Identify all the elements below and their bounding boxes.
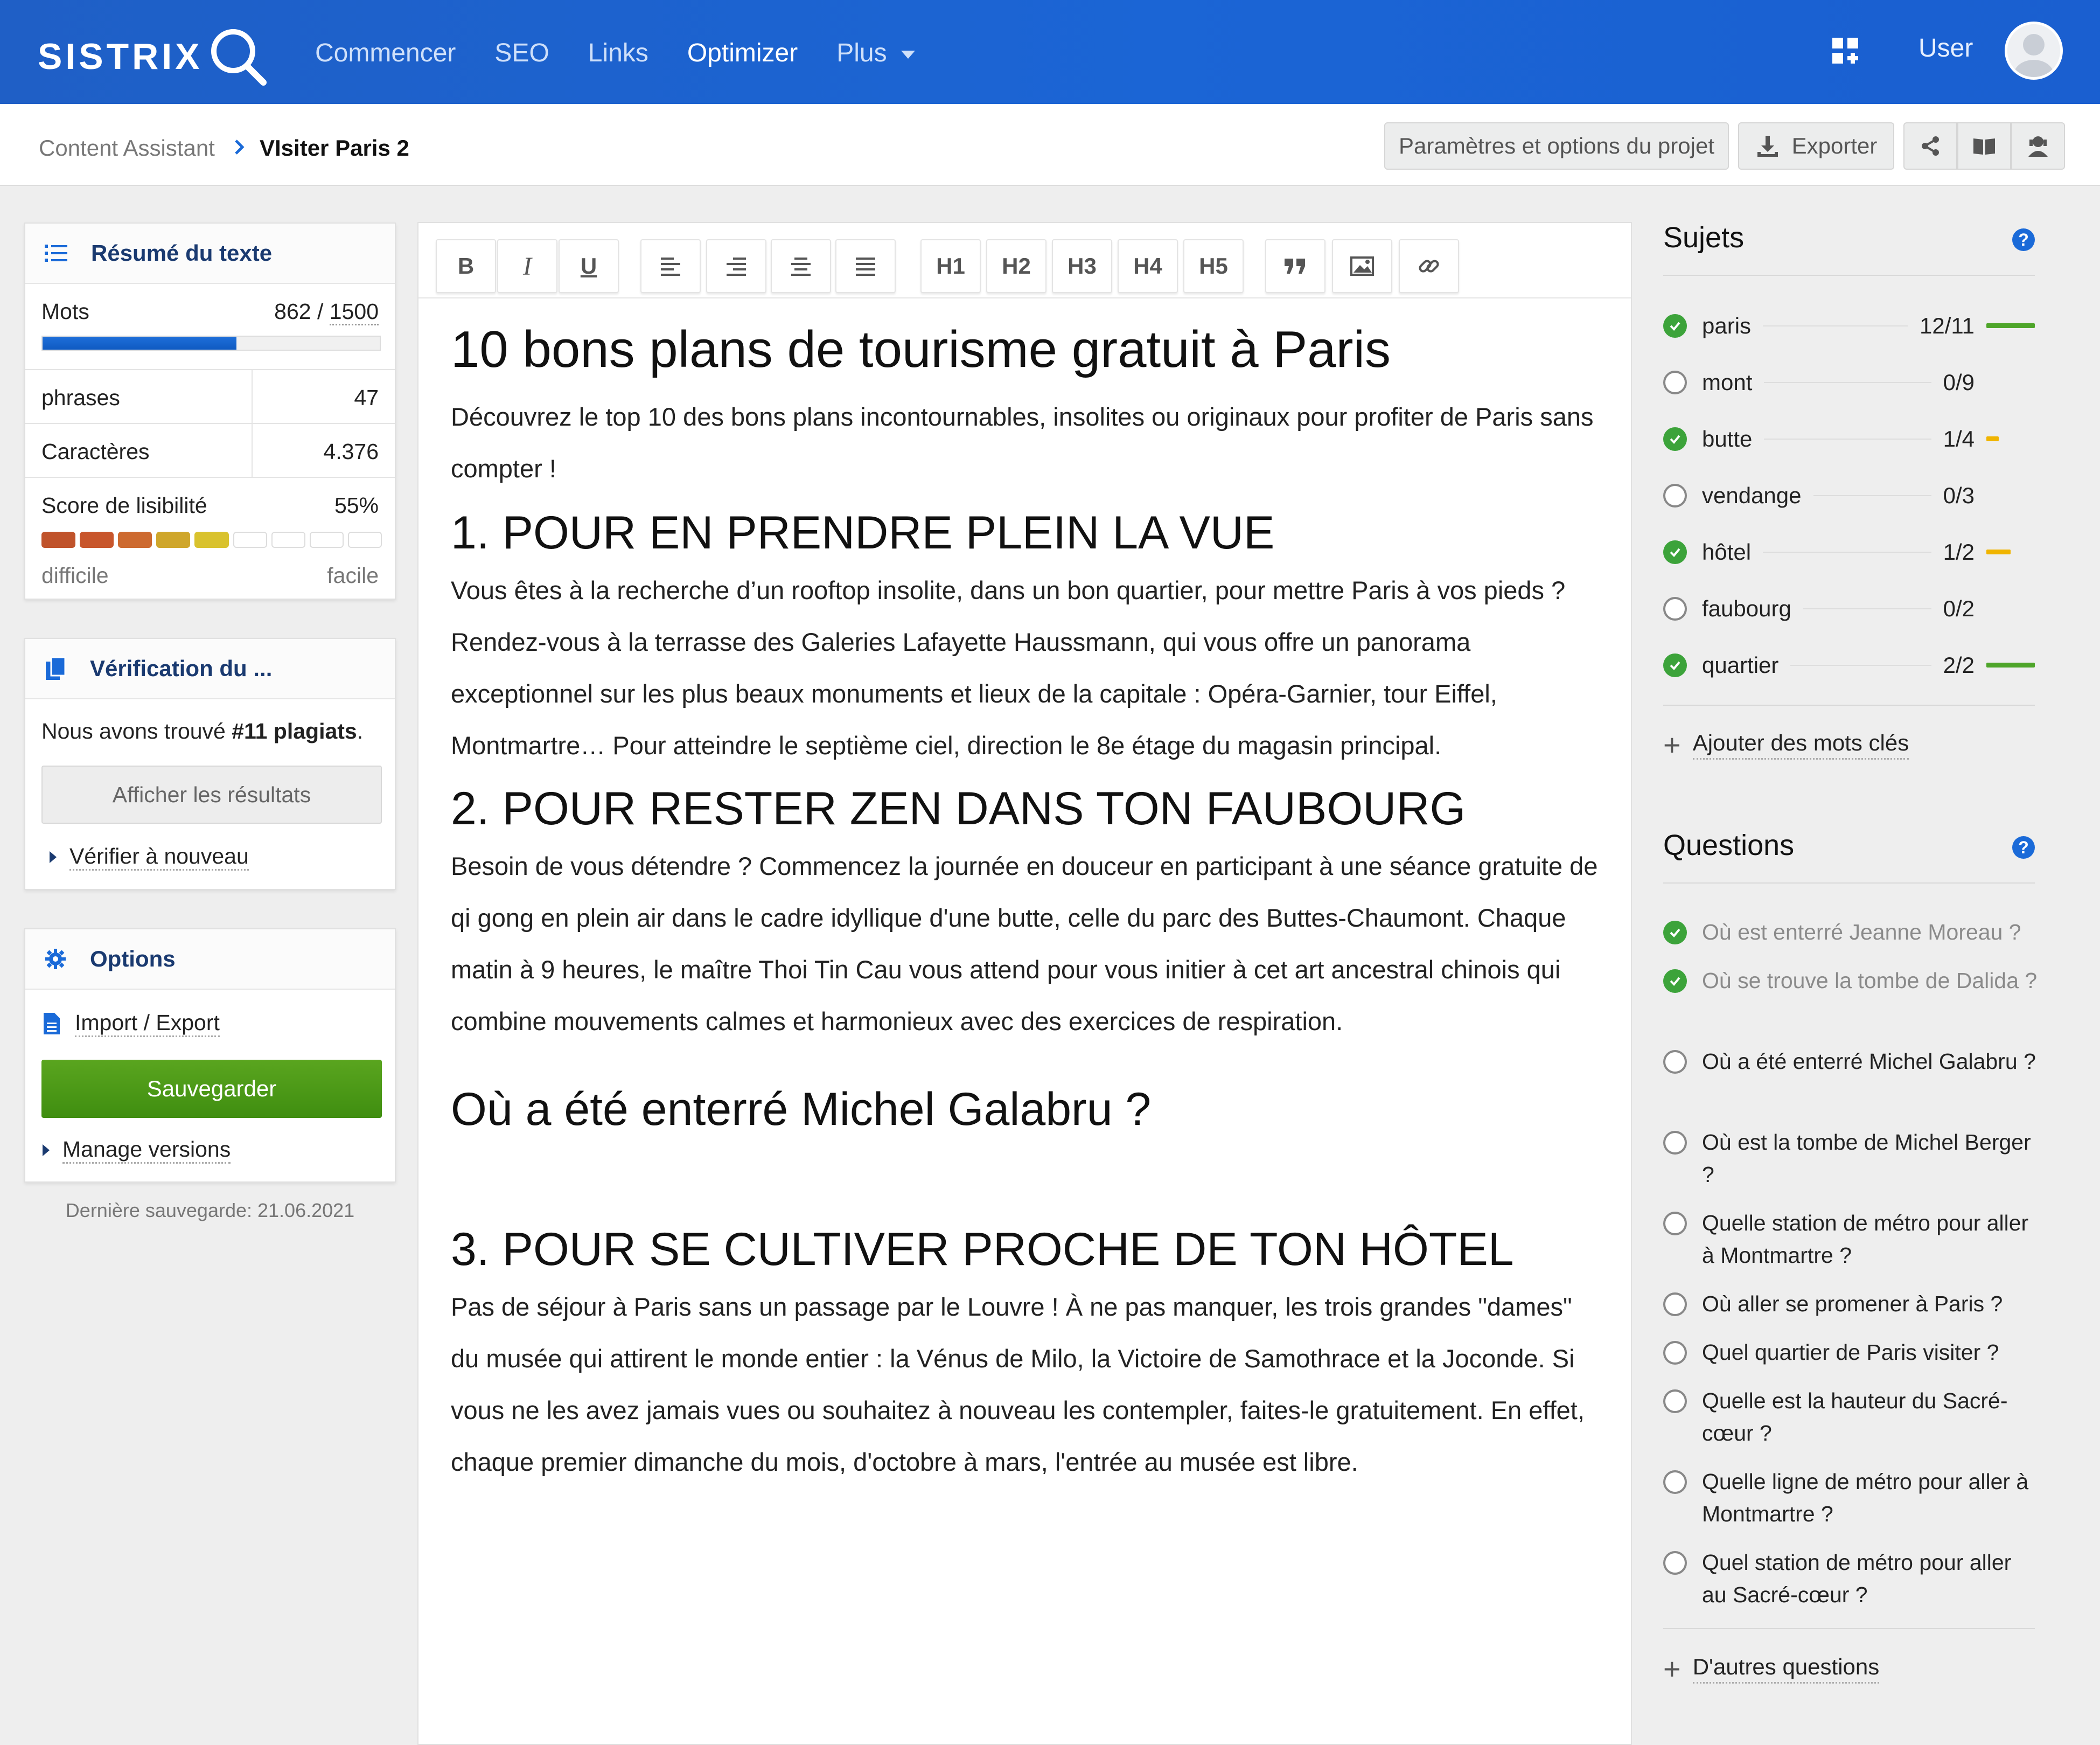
section-2-text: Besoin de vous détendre ? Commencez la journée en douceur en participant à une séance gratuite de qi gong en plein air dans le cadre idyllique d'une butte, celle du parc des Buttes-Chaumont. Chaque matin à 9 heures, le maître Thoi Tin Cau vous attend pour vous initier à cet art ancestral chinois qui combine mouvements calmes et harmonieux avec des exercices de respiration.	[451, 852, 1598, 1035]
topics-help-icon[interactable]	[2012, 228, 2035, 251]
question-text: Quel station de métro pour aller au Sacré-cœur ?	[1702, 1550, 2012, 1607]
breadcrumb-bar	[0, 104, 2100, 186]
image-button[interactable]	[1332, 239, 1392, 293]
divider	[1663, 1628, 2035, 1629]
question-item[interactable]	[1663, 1546, 2040, 1611]
section-2-heading: 2. POUR RESTER ZEN DANS TON FAUBOURG	[451, 783, 1466, 835]
topic-leader-line	[1763, 552, 1931, 553]
divider	[25, 369, 395, 370]
options-title: Options	[90, 946, 176, 971]
topic-count: 12/11	[1920, 312, 1975, 338]
question-text: Où aller se promener à Paris ?	[1702, 1291, 2003, 1316]
readability-difficult-label: difficile	[41, 563, 109, 588]
manage-versions-link[interactable]	[43, 1137, 412, 1164]
more-questions-label: D'autres questions	[1693, 1654, 1880, 1684]
divider	[25, 423, 395, 424]
questions-help-icon[interactable]	[2012, 836, 2035, 859]
image-icon	[1350, 256, 1374, 276]
question-text: Où est la tombe de Michel Berger ?	[1702, 1130, 2031, 1187]
readability-label: Score de lisibilité	[41, 493, 207, 518]
avatar[interactable]	[2005, 22, 2063, 80]
topic-leader-line	[1764, 382, 1931, 383]
h3-button[interactable]	[1052, 239, 1112, 293]
h5-button[interactable]	[1183, 239, 1244, 293]
question-item[interactable]	[1663, 1465, 2040, 1530]
nav-optimizer[interactable]: Optimizer	[687, 38, 798, 67]
question-text: Où se trouve la tombe de Dalida ?	[1702, 968, 2038, 993]
h2-button[interactable]	[986, 239, 1046, 293]
user-name[interactable]: User	[1918, 34, 1973, 62]
recheck-link[interactable]	[50, 844, 419, 871]
h2-label: H2	[1002, 253, 1031, 279]
bold-label: B	[457, 253, 475, 279]
editor-content[interactable]	[451, 315, 1603, 1488]
save-button[interactable]	[41, 1060, 382, 1118]
documents-icon	[45, 656, 66, 681]
add-keywords-label: Ajouter des mots clés	[1693, 730, 1909, 760]
share-icon	[1920, 135, 1941, 157]
chevron-right-icon	[233, 137, 246, 157]
project-settings-label: Paramètres et options du projet	[1399, 133, 1714, 158]
plagiarism-message	[25, 719, 395, 744]
export-button[interactable]	[1738, 122, 1894, 170]
question-text: Où est enterré Jeanne Moreau ?	[1702, 920, 2021, 944]
topic-word: faubourg	[1702, 595, 1791, 621]
plagiarism-text: Nous avons trouvé	[41, 719, 232, 743]
link-button[interactable]	[1399, 239, 1459, 293]
characters-value: 4.376	[323, 439, 379, 464]
plagiarism-text-end: .	[357, 719, 364, 743]
nav-plus[interactable]	[836, 31, 915, 74]
plagiarism-card	[24, 638, 396, 890]
question-done-icon	[1663, 921, 1687, 944]
text-summary-title: Résumé du texte	[91, 240, 273, 266]
question-pending-icon	[1663, 1212, 1687, 1235]
chevron-down-icon	[901, 51, 915, 59]
topic-leader-line	[1803, 608, 1931, 609]
topic-count: 2/2	[1943, 652, 1975, 678]
last-saved-text: Dernière sauvegarde: 21.06.2021	[65, 1199, 355, 1221]
topic-count: 0/3	[1943, 482, 1975, 508]
readability-segment	[310, 532, 344, 548]
words-label: Mots	[41, 299, 89, 324]
book-icon	[1972, 135, 1996, 157]
section-1-text: Vous êtes à la recherche d’un rooftop insolite, dans un bon quartier, pour mettre Paris à vos pieds ? Rendez-vous à la terrasse des Galeries Lafayette Haussmann, qui vous offre un panorama exceptionnel sur les plus beaux monuments et lieux de la capitale : Opéra-Garnier, tour Eiffel, Montmartre… Pour atteindre le septième ciel, direction le 8e étage du magasin principal.	[451, 576, 1566, 760]
italic-label: I	[523, 252, 532, 281]
topic-progress-bar	[1986, 550, 2035, 554]
align-left-icon	[660, 256, 681, 276]
topics-title: Sujets	[1663, 221, 1745, 254]
text-summary-header[interactable]	[25, 224, 395, 284]
question-text: Quelle ligne de métro pour aller à Montmartre ?	[1702, 1469, 2029, 1526]
h4-button[interactable]	[1118, 239, 1178, 293]
plus-icon: +	[1663, 1651, 1681, 1686]
share-button[interactable]	[1903, 122, 1957, 170]
caret-right-icon	[43, 1144, 50, 1156]
h3-label: H3	[1068, 253, 1097, 279]
question-pending-icon	[1663, 1341, 1687, 1365]
topic-done-icon	[1663, 653, 1687, 677]
sistrix-logo[interactable]: SISTRIX	[38, 27, 271, 86]
topic-progress-bar	[1986, 493, 2035, 498]
align-right-icon	[725, 256, 747, 276]
sentences-label: phrases	[41, 385, 120, 410]
check-icon	[1668, 545, 1682, 559]
question-pending-icon	[1663, 1551, 1687, 1575]
check-icon	[1668, 926, 1682, 940]
question-pending-icon	[1663, 1050, 1687, 1074]
topic-progress-bar	[1986, 380, 2035, 385]
options-card	[24, 928, 396, 1183]
divider	[25, 477, 395, 478]
manage-versions-label: Manage versions	[62, 1137, 231, 1164]
import-export-label: Import / Export	[75, 1010, 220, 1037]
bold-button[interactable]	[436, 239, 496, 293]
article-intro: Découvrez le top 10 des bons plans incontournables, insolites ou originaux pour profiter de Paris sans compter !	[451, 402, 1594, 483]
topic-row[interactable]	[1663, 411, 2035, 467]
topic-leader-line	[1790, 665, 1931, 666]
readability-scale	[41, 532, 382, 548]
topic-pending-icon	[1663, 597, 1687, 621]
topic-count: 1/4	[1943, 426, 1975, 451]
article-title: 10 bons plans de tourisme gratuit à Paris	[451, 321, 1391, 378]
topic-pending-icon	[1663, 371, 1687, 394]
breadcrumb-parent[interactable]: Content Assistant	[39, 135, 215, 161]
question-text: Où a été enterré Michel Galabru ?	[1702, 1049, 2036, 1074]
topic-pending-icon	[1663, 484, 1687, 507]
topic-progress-fill	[1986, 663, 2035, 668]
plagiarism-count: #11 plagiats	[232, 719, 357, 743]
plagiarism-title: Vérification du ...	[90, 656, 273, 681]
list-icon	[45, 244, 68, 263]
topic-progress-bar	[1986, 663, 2035, 668]
align-justify-icon	[855, 256, 876, 276]
topic-done-icon	[1663, 314, 1687, 338]
file-icon	[43, 1012, 61, 1035]
check-icon	[1668, 432, 1682, 446]
h4-label: H4	[1133, 253, 1162, 279]
question-item[interactable]	[1663, 1126, 2040, 1191]
check-icon	[1668, 974, 1682, 988]
topic-progress-bar	[1986, 436, 2035, 441]
align-center-icon	[790, 256, 812, 276]
section-3-heading: 3. POUR SE CULTIVER PROCHE DE TON HÔTEL	[451, 1223, 1514, 1275]
readability-segment	[80, 532, 114, 548]
readability-segment	[194, 532, 228, 548]
topic-row[interactable]	[1663, 354, 2035, 411]
support-button[interactable]	[2011, 122, 2065, 170]
topic-word: quartier	[1702, 652, 1779, 678]
readability-easy-label: facile	[327, 563, 379, 588]
save-label: Sauvegarder	[146, 1076, 277, 1101]
link-icon	[1417, 254, 1441, 278]
options-header[interactable]	[25, 929, 395, 990]
docs-button[interactable]	[1957, 122, 2011, 170]
h1-label: H1	[936, 253, 965, 279]
top-navbar	[0, 0, 2100, 104]
topic-row[interactable]	[1663, 637, 2035, 693]
show-results-label: Afficher les résultats	[112, 782, 311, 807]
question-text: Quel quartier de Paris visiter ?	[1702, 1340, 1999, 1365]
readability-segment	[118, 532, 152, 548]
topic-progress-bar	[1986, 323, 2035, 328]
question-item[interactable]	[1663, 1288, 2040, 1320]
question-pending-icon	[1663, 1389, 1687, 1413]
question-heading: Où a été enterré Michel Galabru ?	[451, 1083, 1152, 1135]
align-center-button[interactable]	[771, 239, 831, 293]
check-icon	[1668, 319, 1682, 333]
empty-paragraph	[451, 1139, 1603, 1220]
breadcrumb-current: VIsiter Paris 2	[260, 135, 409, 161]
topic-word: mont	[1702, 369, 1753, 395]
import-export-link[interactable]	[43, 1010, 412, 1037]
caret-right-icon	[50, 851, 57, 863]
topic-row[interactable]	[1663, 467, 2035, 524]
topic-word: butte	[1702, 426, 1753, 451]
underline-button[interactable]	[559, 239, 619, 293]
topics-help-label: ?	[2018, 230, 2029, 249]
topic-word: paris	[1702, 312, 1752, 338]
topic-progress-fill	[1986, 436, 1999, 441]
align-left-button[interactable]	[640, 239, 701, 293]
project-settings-button[interactable]	[1384, 122, 1729, 170]
section-3-text: Pas de séjour à Paris sans un passage par le Louvre ! À ne pas manquer, les trois grandes "dames" du musée qui attirent le monde entier : la Vénus de Milo, la Victoire de Samothrace et la Joconde. Si vous ne les avez jamais vues ou souhaitez à nouveau les contempler, faites-le gratuitement. En effet, chaque premier dimanche du mois, d'octobre à mars, l'entrée au musée est libre.	[451, 1292, 1585, 1476]
topic-leader-line	[1764, 439, 1931, 440]
words-count: 862 / 1500	[274, 299, 379, 324]
question-item[interactable]	[1663, 1207, 2040, 1271]
gear-icon	[45, 948, 66, 970]
readability-value: 55%	[334, 493, 379, 518]
plus-icon: +	[1663, 727, 1681, 762]
plagiarism-header[interactable]	[25, 639, 395, 699]
quote-button[interactable]	[1265, 239, 1325, 293]
text-summary-card	[24, 223, 396, 600]
words-progress-bar	[41, 336, 381, 351]
justify-button[interactable]	[835, 239, 896, 293]
nav-seo[interactable]: SEO	[494, 38, 549, 67]
apps-grid-icon[interactable]	[1831, 37, 1861, 67]
questions-title: Questions	[1663, 829, 1795, 861]
question-text: Quelle est la hauteur du Sacré-cœur ?	[1702, 1388, 2008, 1445]
text-editor	[417, 222, 1632, 1745]
topic-done-icon	[1663, 427, 1687, 451]
align-right-button[interactable]	[706, 239, 766, 293]
sentences-value: 47	[354, 385, 379, 410]
h5-label: H5	[1199, 253, 1228, 279]
export-label: Exporter	[1791, 133, 1878, 158]
readability-segment	[41, 532, 75, 548]
question-done-icon	[1663, 969, 1687, 993]
section-1-heading: 1. POUR EN PRENDRE PLEIN LA VUE	[451, 507, 1275, 559]
support-icon	[2027, 134, 2049, 158]
topic-leader-line	[1763, 325, 1908, 326]
topic-word: hôtel	[1702, 539, 1752, 565]
topic-row[interactable]	[1663, 297, 2035, 354]
readability-segment	[271, 532, 305, 548]
h1-button[interactable]	[920, 239, 981, 293]
topic-progress-bar	[1986, 606, 2035, 611]
divider	[1663, 275, 2035, 276]
words-progress-fill	[43, 337, 236, 350]
add-keywords-link[interactable]	[1663, 727, 1909, 762]
question-pending-icon	[1663, 1131, 1687, 1155]
topic-leader-line	[1813, 495, 1931, 496]
question-item[interactable]	[1663, 1336, 2040, 1368]
question-pending-icon	[1663, 1292, 1687, 1316]
question-text: Quelle station de métro pour aller à Montmartre ?	[1702, 1211, 2029, 1268]
check-icon	[1668, 658, 1682, 672]
words-target[interactable]: 1500	[330, 299, 379, 325]
divider	[1663, 882, 2035, 884]
editor-toolbar	[418, 223, 1631, 298]
nav-plus-label: Plus	[836, 38, 887, 67]
question-item[interactable]	[1663, 1045, 2040, 1077]
question-item[interactable]	[1663, 1385, 2040, 1449]
topic-done-icon	[1663, 540, 1687, 564]
italic-button[interactable]	[497, 239, 557, 293]
topic-count: 0/2	[1943, 595, 1975, 621]
main-nav	[315, 31, 954, 74]
characters-label: Caractères	[41, 439, 150, 464]
topic-progress-fill	[1986, 550, 2011, 554]
quote-icon	[1283, 256, 1307, 276]
topic-progress-fill	[1986, 323, 2035, 328]
more-questions-link[interactable]	[1663, 1651, 1880, 1686]
words-value: 862	[274, 299, 311, 324]
topic-count: 1/2	[1943, 539, 1975, 565]
user-avatar-icon	[2007, 24, 2060, 77]
readability-segment	[233, 532, 267, 548]
questions-help-label: ?	[2018, 837, 2029, 857]
question-item[interactable]	[1663, 964, 2040, 997]
readability-segment	[156, 532, 190, 548]
topic-word: vendange	[1702, 482, 1802, 508]
topic-row[interactable]	[1663, 524, 2035, 580]
divider	[1663, 705, 2035, 706]
show-results-button[interactable]	[41, 766, 382, 824]
question-pending-icon	[1663, 1470, 1687, 1494]
question-item[interactable]	[1663, 916, 2040, 948]
underline-label: U	[580, 253, 597, 279]
nav-commencer[interactable]: Commencer	[315, 38, 456, 67]
search-icon	[206, 24, 271, 89]
download-icon	[1755, 134, 1780, 158]
topic-count: 0/9	[1943, 369, 1975, 395]
recheck-label: Vérifier à nouveau	[69, 844, 249, 871]
nav-links[interactable]: Links	[588, 38, 648, 67]
readability-segment	[348, 532, 382, 548]
topic-row[interactable]	[1663, 580, 2035, 637]
